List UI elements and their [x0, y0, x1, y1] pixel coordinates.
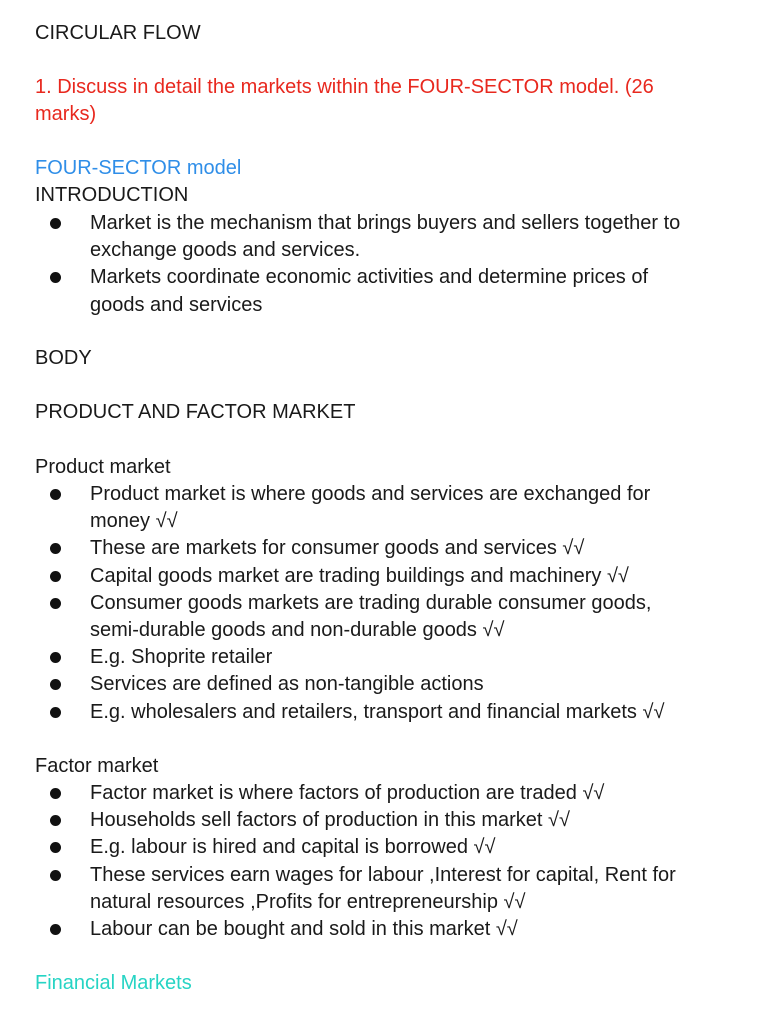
product-market-list — [0, 481, 730, 726]
question-line-1: 1. Discuss in detail the markets within the FOUR-SECTOR model. (26 — [35, 76, 654, 98]
list-item-text: Markets coordinate economic activities and determine prices of — [90, 266, 649, 289]
list-item — [0, 644, 730, 671]
list-item — [0, 535, 730, 562]
list-item-text: E.g. wholesalers and retailers, transport and financial markets √√ — [90, 700, 665, 723]
bullet-icon — [50, 571, 61, 582]
list-item-text: goods and services — [90, 293, 263, 316]
factor-market-list — [0, 780, 730, 943]
list-item — [0, 699, 730, 726]
list-item-text: natural resources ,Profits for entrepreneurship √√ — [90, 890, 526, 913]
list-item-text: These services earn wages for labour ,Interest for capital, Rent for — [90, 863, 676, 886]
list-item-text: Market is the mechanism that brings buyers and sellers together to — [90, 212, 681, 234]
bullet-icon — [50, 788, 61, 799]
list-item — [0, 264, 730, 318]
bullet-icon — [50, 924, 61, 935]
bullet-icon — [50, 489, 61, 500]
introduction-heading: INTRODUCTION — [35, 184, 189, 206]
introduction-list — [0, 210, 730, 319]
model-heading: FOUR-SECTOR model — [35, 157, 242, 179]
bullet-icon — [50, 815, 61, 826]
list-item — [0, 780, 730, 807]
list-item-text: Capital goods market are trading buildings and machinery √√ — [90, 564, 629, 587]
list-item-text: exchange goods and services. — [90, 239, 361, 262]
list-item-text: Factor market is where factors of production are traded √√ — [90, 782, 605, 804]
list-item-text: Services are defined as non-tangible actions — [90, 673, 484, 696]
list-item — [0, 916, 730, 943]
list-item-text: semi-durable goods and non-durable goods √√ — [90, 619, 505, 642]
bullet-icon — [50, 870, 61, 881]
product-factor-heading: PRODUCT AND FACTOR MARKET — [35, 401, 356, 423]
list-item — [0, 671, 730, 698]
list-item-text: These are markets for consumer goods and services √√ — [90, 537, 585, 560]
list-item-text: Product market is where goods and services are exchanged for — [90, 483, 651, 505]
bullet-icon — [50, 652, 61, 663]
list-item — [0, 807, 730, 834]
bullet-icon — [50, 272, 61, 283]
list-item — [0, 481, 730, 535]
list-item-text: E.g. labour is hired and capital is borrowed √√ — [90, 836, 496, 859]
factor-market-heading: Factor market — [35, 755, 159, 777]
list-item-text: Labour can be bought and sold in this market √√ — [90, 918, 518, 941]
financial-markets-heading: Financial Markets — [35, 972, 192, 994]
bullet-icon — [50, 218, 61, 229]
list-item — [0, 563, 730, 590]
list-item — [0, 862, 730, 916]
bullet-icon — [50, 842, 61, 853]
list-item — [0, 210, 730, 264]
list-item-text: Consumer goods markets are trading durable consumer goods, — [90, 591, 652, 614]
bullet-icon — [50, 598, 61, 609]
body-heading: BODY — [35, 347, 92, 369]
bullet-icon — [50, 679, 61, 690]
bullet-icon — [50, 707, 61, 718]
product-market-heading: Product market — [35, 456, 171, 478]
document-title: CIRCULAR FLOW — [35, 22, 201, 44]
list-item — [0, 590, 730, 644]
list-item-text: E.g. Shoprite retailer — [90, 646, 273, 669]
list-item-text: money √√ — [90, 510, 178, 533]
question-line-2: marks) — [35, 103, 97, 125]
list-item-text: Households sell factors of production in this market √√ — [90, 809, 570, 832]
bullet-icon — [50, 543, 61, 554]
list-item — [0, 834, 730, 861]
